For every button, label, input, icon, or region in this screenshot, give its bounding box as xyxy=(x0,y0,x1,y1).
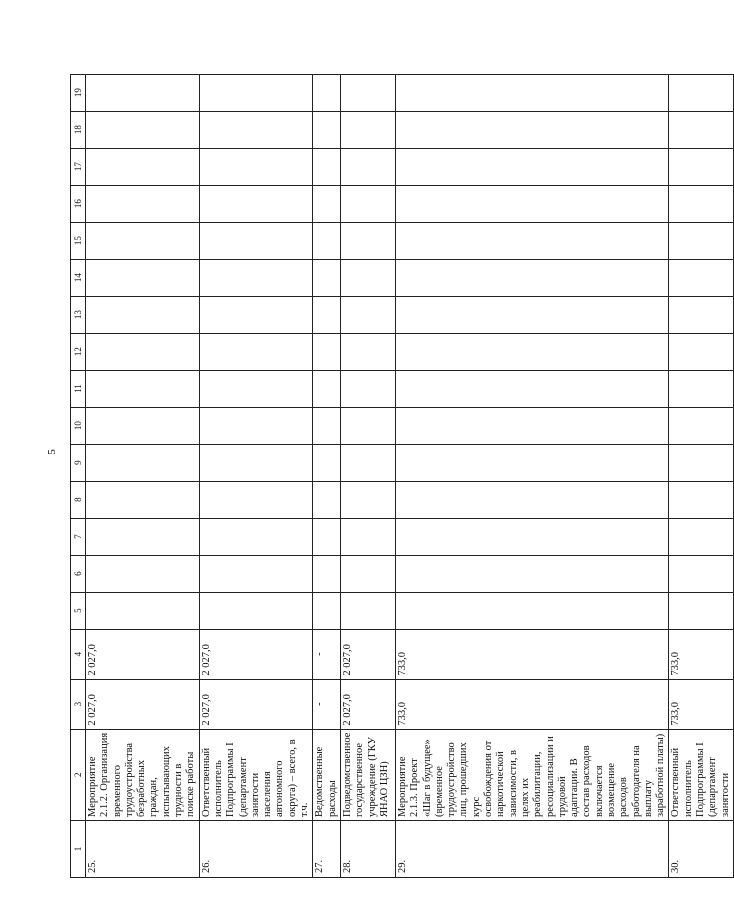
row-name: Подведомственное государственное учреждение (ГКУ ЯНАО ЦЗН) xyxy=(340,729,395,820)
row-number: 25. xyxy=(86,821,200,878)
row-number: 28. xyxy=(340,821,395,878)
column-header: 1 xyxy=(71,821,86,878)
column-header: 15 xyxy=(71,222,86,259)
column-header: 17 xyxy=(71,148,86,185)
page-number: 5 xyxy=(46,449,58,455)
row-name: Мероприятие 2.1.3. Проект «Шаг в будущее» (временное трудоустройство лиц, прошедших курс освобождения от наркотической зависимости, в целях их реабилитации, ресоциализации и трудовой адаптации. В состав расходов включается возмещение расходов работодателя на выплату заработной платы) xyxy=(395,729,669,820)
budget-table xyxy=(70,74,734,878)
row-number: 29. xyxy=(395,821,669,878)
column-header: 19 xyxy=(71,74,86,111)
column-header: 3 xyxy=(71,679,86,729)
column-header: 7 xyxy=(71,518,86,555)
column-header: 5 xyxy=(71,592,86,629)
row-name: Ведомственные расходы xyxy=(313,729,341,820)
table-row xyxy=(199,74,313,877)
column-header: 18 xyxy=(71,111,86,148)
table-row xyxy=(395,74,669,877)
column-header: 2 xyxy=(71,729,86,820)
value-year: 2 027,0 xyxy=(86,629,200,679)
row-number: 30. xyxy=(669,821,733,878)
row-number: 26. xyxy=(199,821,313,878)
row-name: Мероприятие 2.1.2. Организация временного трудоустройства безработных граждан, испытывающих трудности в поиске работы xyxy=(86,729,200,820)
column-header: 9 xyxy=(71,444,86,481)
column-header: 11 xyxy=(71,370,86,407)
value-year: - xyxy=(313,629,341,679)
value-total: - xyxy=(313,679,341,729)
value-total: 2 027,0 xyxy=(340,679,395,729)
value-total: 733,0 xyxy=(395,679,669,729)
value-total: 733,0 xyxy=(669,679,733,729)
value-total: 2 027,0 xyxy=(199,679,313,729)
column-header: 10 xyxy=(71,407,86,444)
row-name: Ответственный исполнитель Подпрограммы I (департамент занятости населения автономного округа) – всего, в т.ч. xyxy=(199,729,313,820)
value-year: 2 027,0 xyxy=(199,629,313,679)
column-header: 8 xyxy=(71,481,86,518)
value-year: 733,0 xyxy=(669,629,733,679)
value-year: 733,0 xyxy=(395,629,669,679)
table-row xyxy=(340,74,395,877)
column-header: 6 xyxy=(71,555,86,592)
column-header: 14 xyxy=(71,259,86,296)
value-year: 2 027,0 xyxy=(340,629,395,679)
value-total: 2 027,0 xyxy=(86,679,200,729)
table-row xyxy=(313,74,341,877)
table-row xyxy=(86,74,200,877)
column-header: 16 xyxy=(71,185,86,222)
row-name: Ответственный исполнитель Подпрограммы I (департамент занятости xyxy=(669,729,733,820)
column-number-row xyxy=(71,74,86,877)
column-header: 4 xyxy=(71,629,86,679)
column-header: 13 xyxy=(71,296,86,333)
column-header: 12 xyxy=(71,333,86,370)
table-row xyxy=(669,74,733,877)
row-number: 27. xyxy=(313,821,341,878)
